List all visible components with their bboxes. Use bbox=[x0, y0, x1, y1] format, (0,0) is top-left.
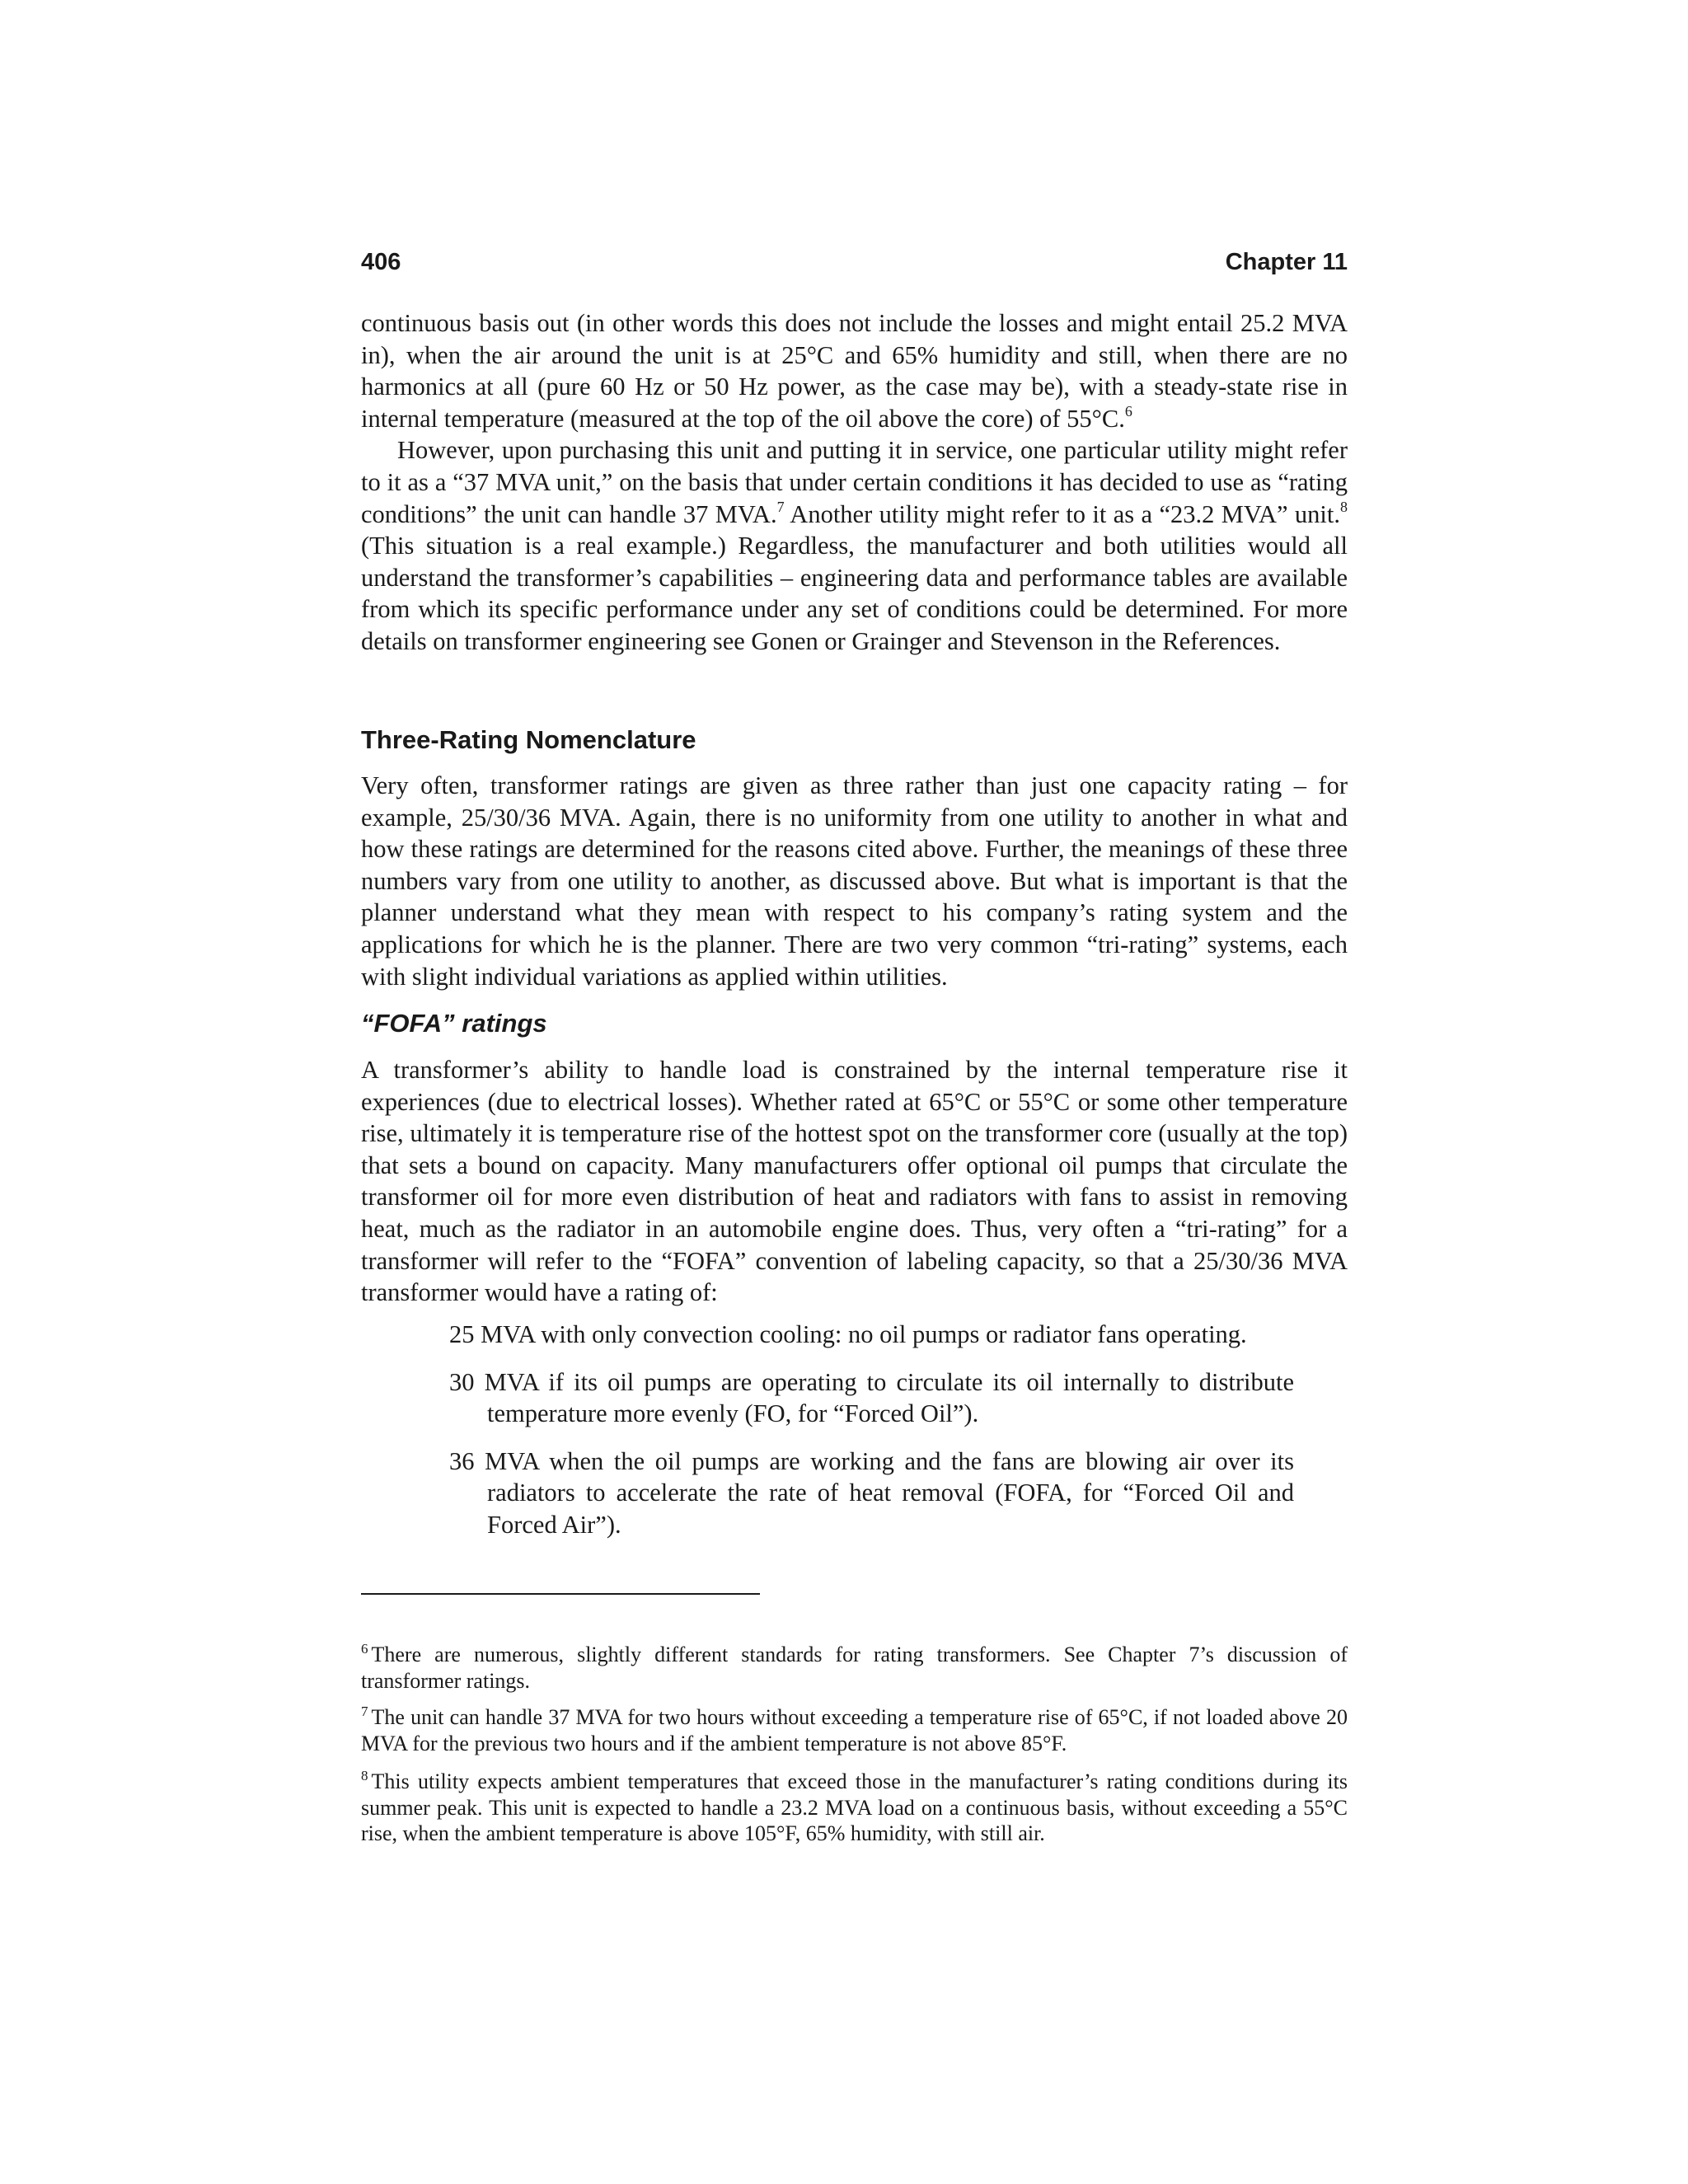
footnote-number: 8 bbox=[361, 1768, 368, 1783]
footnote-number: 6 bbox=[361, 1641, 368, 1657]
section-heading: Three-Rating Nomenclature bbox=[361, 725, 696, 754]
paragraph bbox=[361, 434, 1348, 657]
chapter-label: Chapter 11 bbox=[1225, 249, 1348, 275]
footnote bbox=[361, 1769, 1348, 1847]
page-number: 406 bbox=[361, 249, 401, 275]
footnote-text: This utility expects ambient temperatures that exceed those in the manufacturer’s rating conditions during its summer peak. This unit is expected to handle a 23.2 MVA load on a continuous basis, without exceeding a 55°C rise, when the ambient temperature is above 105°F, 65% humidity, with still air. bbox=[361, 1769, 1348, 1845]
section-three-rating bbox=[361, 770, 1348, 992]
section-intro bbox=[361, 307, 1348, 658]
paragraph bbox=[361, 307, 1348, 434]
footnote-text: There are numerous, slightly different standards for rating transformers. See Chapter 7’s discussion of transformer ratings. bbox=[361, 1643, 1348, 1693]
section-fofa bbox=[361, 1054, 1348, 1309]
paragraph: Very often, transformer ratings are given as three rather than just one capacity rating – for example, 25/30/36 MVA. Again, there is no uniformity from one utility to another in what and how these ratings are determined for the reasons cited above. Further, the meanings of these three numbers vary from one utility to another, as discussed above. But what is important is that the planner understand what they mean with respect to his company’s rating system and the applications for which he is the planner. There are two very common “tri-rating” systems, each with slight individual variations as applied within utilities. bbox=[361, 771, 1348, 991]
footnote-ref: 8 bbox=[1340, 498, 1348, 515]
paragraph: A transformer’s ability to handle load is constrained by the internal temperature rise it experiences (due to electrical losses). Whether rated at 65°C or 55°C or some other temperature rise, ultimately it is temperature rise of the hottest spot on the transformer core (usually at the top) that sets a bound on capacity. Many manufacturers offer optional oil pumps that circulate the transformer oil for more even distribution of heat and radiators with fans to assist in removing heat, much as the radiator in an automobile engine does. Thus, very often a “tri-rating” for a transformer will refer to the “FOFA” convention of labeling capacity, so that a 25/30/36 MVA transformer would have a rating of: bbox=[361, 1056, 1348, 1307]
paragraph-text: Another utility might refer to it as a “23.2 MVA” unit. bbox=[784, 499, 1340, 528]
list-item: 36 MVA when the oil pumps are working and the fans are blowing air over its radiators to accelerate the rate of heat removal (FOFA, for “Forced Oil and Forced Air”). bbox=[449, 1446, 1294, 1539]
document-page bbox=[361, 247, 1348, 1845]
footnote bbox=[361, 1704, 1348, 1756]
subsection-heading: “FOFA” ratings bbox=[361, 1009, 547, 1038]
footnote-ref: 7 bbox=[776, 498, 785, 515]
paragraph-text: continuous basis out (in other words this does not include the losses and might entail 25.2 MVA in), when the air around the unit is at 25°C and 65% humidity and still, when there are no harmonics at all (pure 60 Hz or 50 Hz power, as the case may be), with a steady-state rise in internal temperature (measured at the top of the oil above the core) of 55°C. bbox=[361, 309, 1348, 433]
footnote-ref: 6 bbox=[1124, 402, 1132, 419]
list-item: 30 MVA if its oil pumps are operating to circulate its oil internally to distribute temperature more evenly (FO, for “Forced Oil”). bbox=[449, 1367, 1294, 1428]
paragraph-text: However, upon purchasing this unit and putting it in service, one particular utility might refer to it as a “37 MVA unit,” on the basis that under certain conditions it has decided to use as “rating conditions” the unit can handle 37 MVA. bbox=[361, 436, 1348, 528]
footnote-number: 7 bbox=[361, 1704, 368, 1719]
footnote-divider bbox=[361, 1593, 760, 1595]
page-header bbox=[361, 247, 1348, 277]
rating-list bbox=[449, 1319, 1294, 1541]
paragraph-text: (This situation is a real example.) Regardless, the manufacturer and both utilities would all understand the transformer’s capabilities – engineering data and performance tables are available from which its specific performance under any set of conditions could be determined. For more details on transformer engineering see Gonen or Grainger and Stevenson in the References. bbox=[361, 532, 1348, 655]
list-item: 25 MVA with only convection cooling: no oil pumps or radiator fans operating. bbox=[449, 1320, 1247, 1348]
footnote bbox=[361, 1642, 1348, 1694]
footnote-text: The unit can handle 37 MVA for two hours without exceeding a temperature rise of 65°C, if not loaded above 20 MVA for the previous two hours and if the ambient temperature is not above 85°F. bbox=[361, 1705, 1348, 1755]
